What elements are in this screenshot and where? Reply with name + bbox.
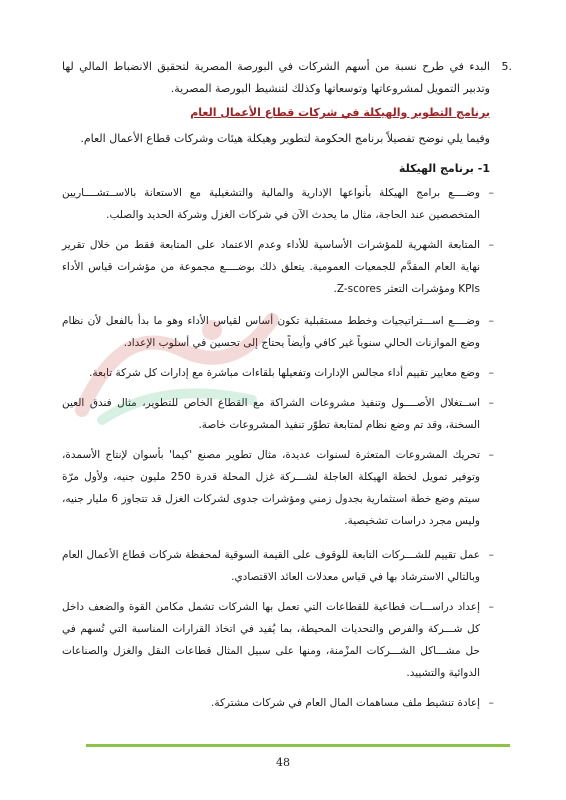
subsection-heading: 1- برنامج الهيكلة xyxy=(398,162,490,175)
bullet-item xyxy=(62,234,494,300)
dash-bullet-icon: – xyxy=(488,314,494,327)
bullet-item xyxy=(62,310,494,354)
dash-bullet-icon: – xyxy=(488,696,494,709)
section-heading: برنامج التطوير والهيكلة في شركات قطاع الأعمال العام xyxy=(190,106,490,119)
footer-divider xyxy=(86,744,510,747)
dash-bullet-icon: – xyxy=(488,396,494,409)
bullet-item xyxy=(62,692,494,714)
dash-bullet-icon: – xyxy=(488,600,494,613)
bullet-item xyxy=(62,182,494,226)
bullet-item xyxy=(62,596,494,684)
bullet-text: إعداد دراســـات قطاعية للقطاعات التي تعمل بها الشركات تشمل مكامن القوة والضعف داخل كل شـــركة والفرص والتحديات المحيطة، بما يُفيد في اتخاذ القرارات المناسبة التي تُسهم في حل مشـــاكل الشـــركات المزْمنة، ومنها على سبيل المثال قطاعات النقل والغزل والصناعات الدوائية والتشييد. xyxy=(62,601,480,679)
bullet-text: تحريك المشروعات المتعثرة لسنوات عديدة، مثال تطوير مصنع 'كيما' بأسوان لإنتاج الأسمدة، وتوفير تمويل لخطة الهيكلة العاجلة لشـــركة غزل المحلة قدرة 250 مليون جنيه، ولأول مرّة سيتم وضع خطة استثمارية بجدول زمني ومؤشرات جدوى لشركات الغزل قد تتجاوز 6 مليار جنيه، وليس مجرد دراسات تشخيصية. xyxy=(62,449,481,527)
numbered-item-5 xyxy=(62,56,512,100)
bullet-text: وضع معايير تقييم أداء مجالس الإدارات وتفعيلها بلقاءات مباشرة مع إدارات كل شركة تابعة. xyxy=(89,367,480,379)
item-text: البدء في طرح نسبة من أسهم الشركات في البورصة المصرية لتحقيق الانضباط المالي لها وتدبير التمويل لمشروعاتها وتوسعاتها وكذلك لتنشيط البورصة المصرية. xyxy=(62,60,490,95)
bullet-text: المتابعة الشهرية للمؤشرات الأساسية للأداء وعدم الاعتماد على المتابعة فقط من خلال تقرير نهاية العام المقدَّم للجمعيات العمومية. يتعلق ذلك بوضــــع مجموعة من مؤشرات قياس الأداء KPIs ومؤشرات التعثر Z-scores. xyxy=(62,239,480,295)
bullet-text: عمل تقييم للشـــركات التابعة للوقوف على القيمة السوقية لمحفظة شركات قطاع الأعمال العام وبالتالي الاسترشاد بها في قياس معدلات العائد الاقتصادي. xyxy=(62,549,480,583)
dash-bullet-icon: – xyxy=(488,366,494,379)
dash-bullet-icon: – xyxy=(488,548,494,561)
bullet-item xyxy=(62,444,494,532)
dash-bullet-icon: – xyxy=(488,186,494,199)
bullet-text: اســتغلال الأصــــول وتنفيذ مشروعات الشراكة مع القطاع الخاص للتطوير، مثال فندق العين السخنة، وقد تم وضع نظام لمتابعة تطوّر تنفيذ المشروعات خاصة. xyxy=(62,397,480,431)
bullet-text: إعادة تنشيط ملف مساهمات المال العام في شركات مشتركة. xyxy=(211,697,480,709)
dash-bullet-icon: – xyxy=(488,238,494,251)
item-number: 5. xyxy=(501,60,512,73)
intro-paragraph: وفيما يلي نوضح تفصيلاً برنامج الحكومة لتطوير وهيكلة هيئات وشركات قطاع الأعمال العام. xyxy=(80,132,490,145)
bullet-item xyxy=(62,392,494,436)
bullet-text: وضــــع اســـتراتيجيات وخطط مستقبلية تكون أساس لقياس الأداء وهو ما بدأ بالفعل لأن نظام وضع الموازنات الحالي سنوياً غير كافي وأيضاً يحتاج إلى تحسين في أسلوب الإعداد. xyxy=(62,315,480,349)
bullet-item xyxy=(62,362,494,384)
dash-bullet-icon: – xyxy=(488,448,494,461)
page-number: 48 xyxy=(276,756,290,769)
bullet-item xyxy=(62,544,494,588)
bullet-text: وضــــع برامج الهيكلة بأنواعها الإدارية والمالية والتشغيلية مع الاستعانة بالاســتشــــاريين المتخصصين عند الحاجة، مثال ما يحدث الآن في شركات الغزل وشركة الحديد والصلب. xyxy=(62,187,480,221)
